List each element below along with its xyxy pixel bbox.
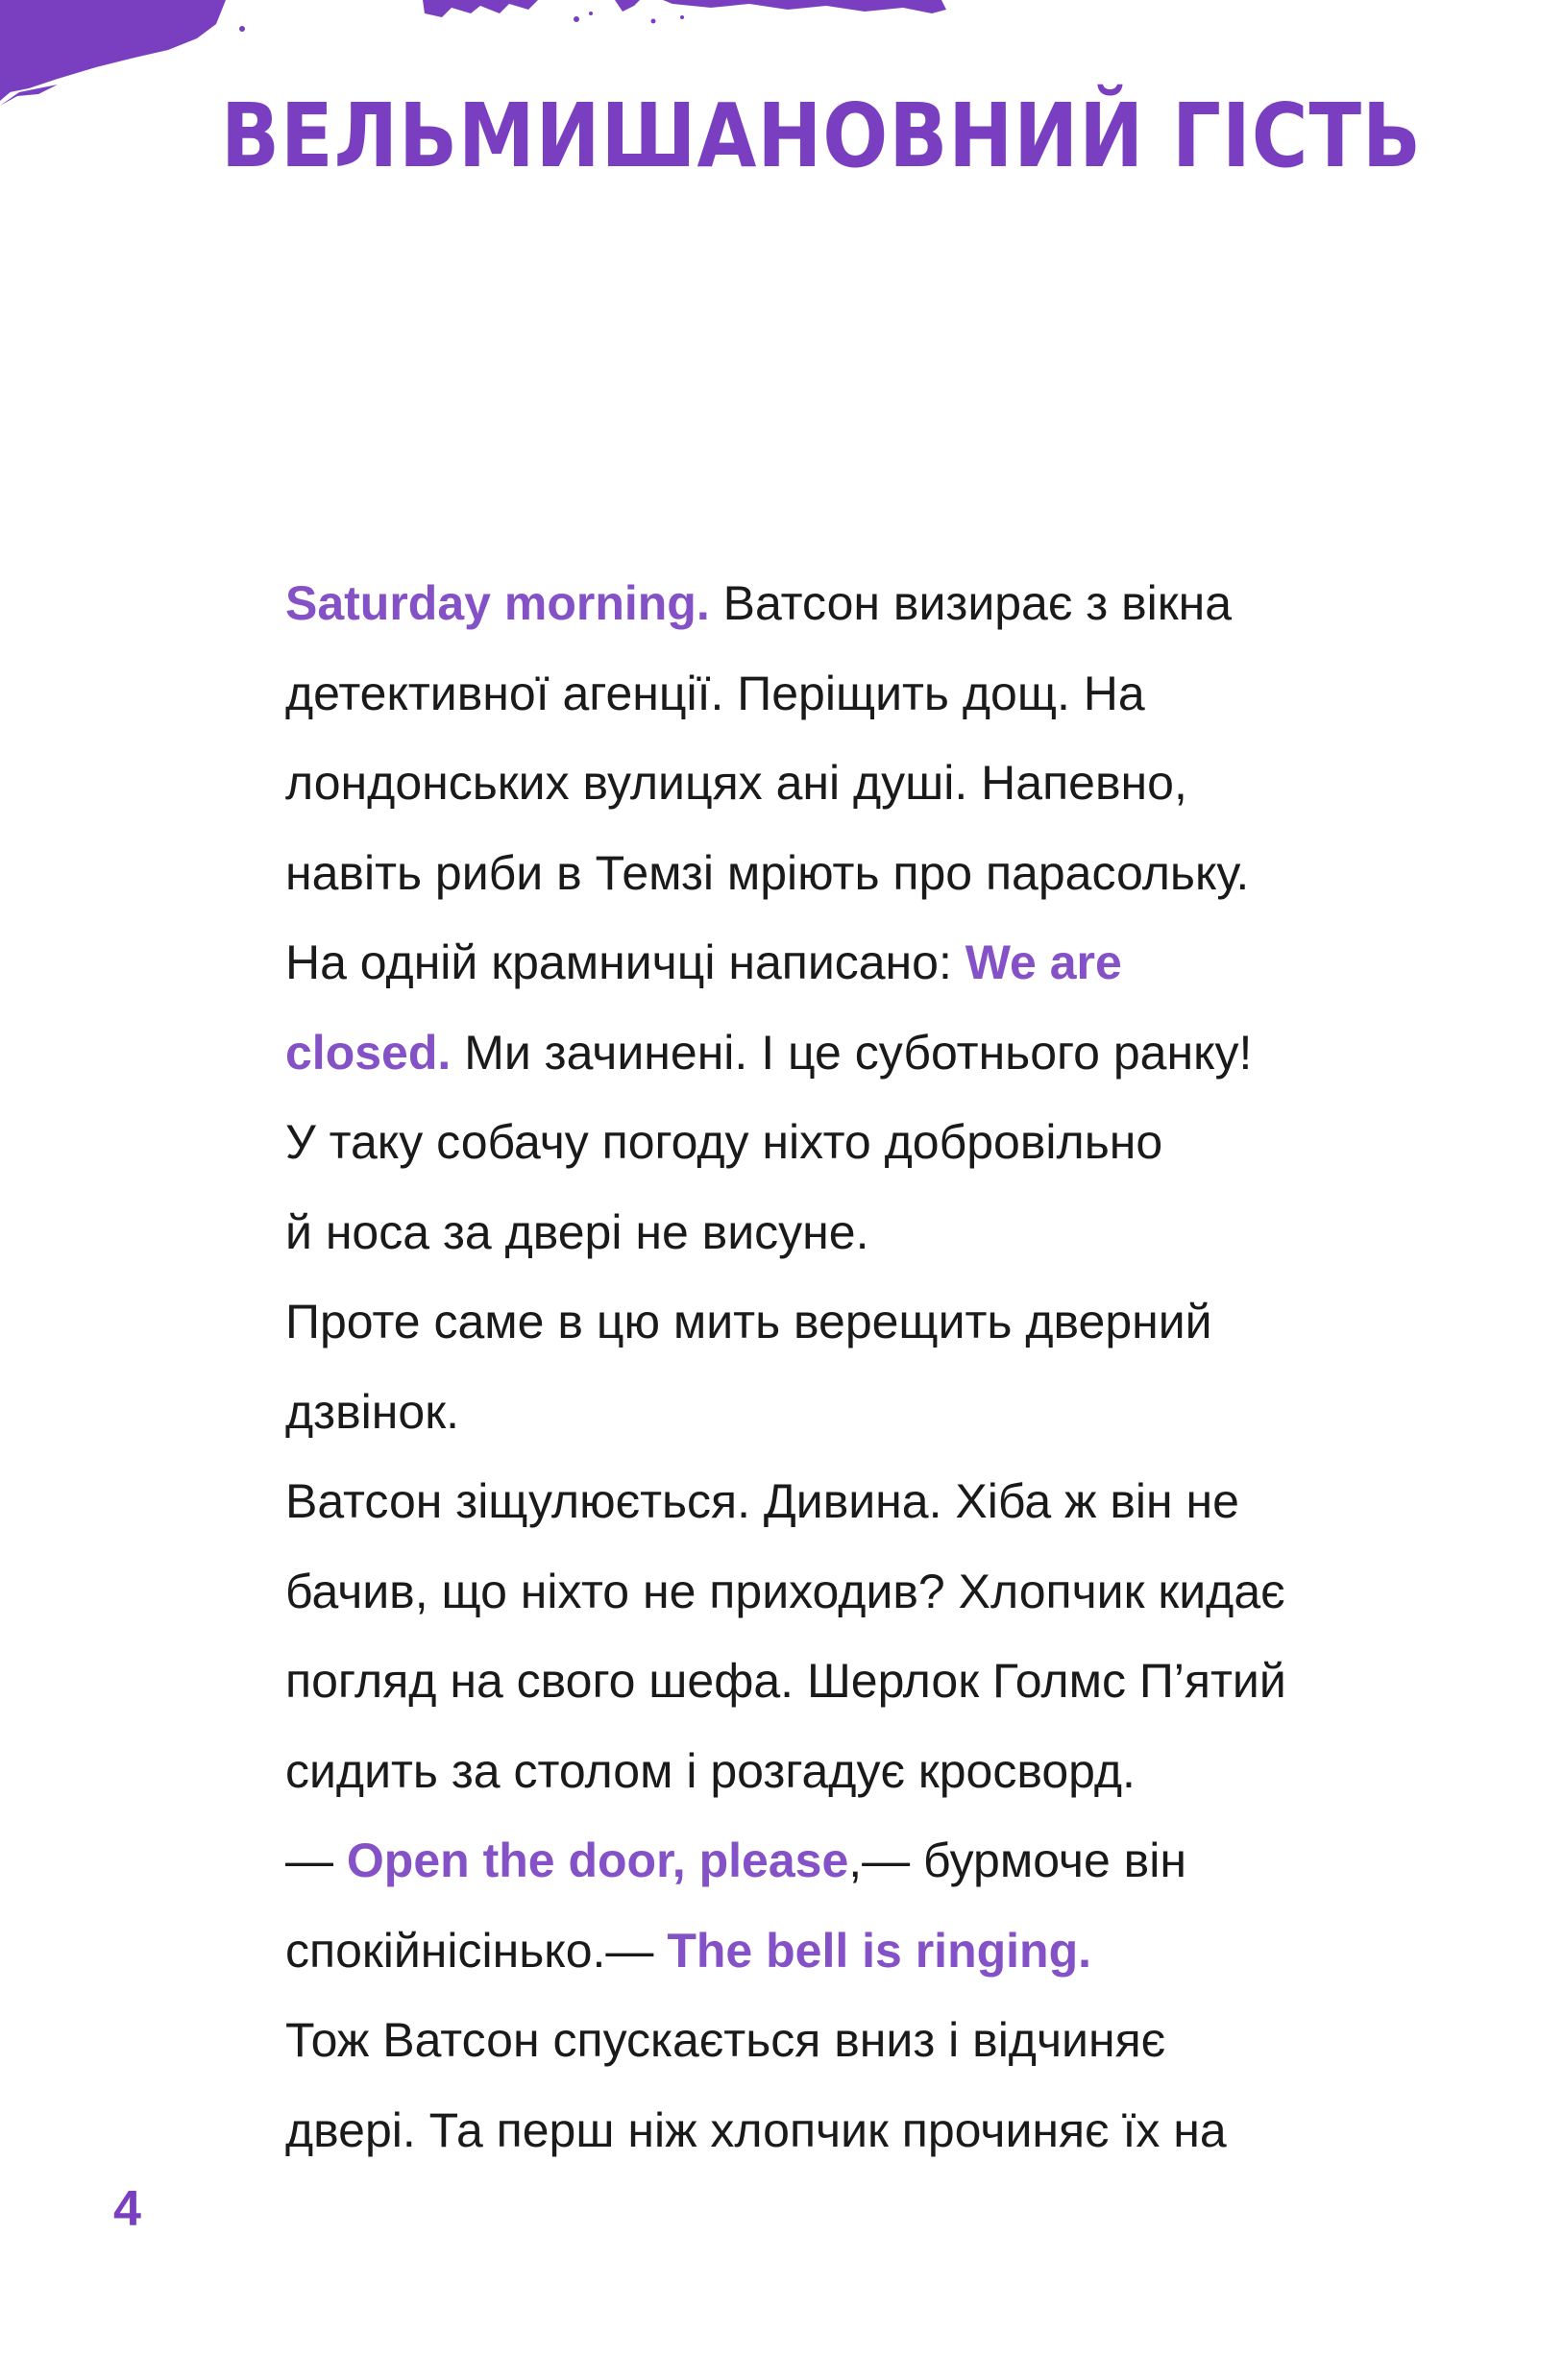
text-line: [285, 1547, 1467, 1638]
text-line: [285, 1457, 1467, 1547]
text-segment: Тож Ватсон спускається вниз і відчиняє: [285, 2013, 1166, 2067]
text-segment: спокійнісінько.—: [285, 1923, 668, 1978]
text-segment: Ватсон визирає з вікна: [709, 576, 1233, 630]
chapter-title: ВЕЛЬМИШАНОВНИЙ ГІСТЬ: [221, 85, 1422, 187]
text-line: [285, 1816, 1467, 1906]
text-line: [285, 1906, 1467, 1997]
english-phrase: closed.: [285, 1025, 452, 1080]
text-segment: сидить за столом і розгадує кросворд.: [285, 1743, 1136, 1798]
english-phrase: We are: [965, 935, 1122, 989]
text-segment: Ми зачинені. І це суботнього ранку!: [451, 1025, 1253, 1080]
text-segment: погляд на свого шефа. Шерлок Голмс П’ятий: [285, 1654, 1286, 1708]
text-segment: навіть риби в Темзі мріють про парасольку.: [285, 845, 1250, 900]
text-segment: —: [285, 1834, 347, 1887]
text-line: [285, 1098, 1467, 1188]
text-segment: На одній крамничці написано:: [285, 935, 965, 989]
text-segment: ,— бурмоче він: [848, 1834, 1186, 1887]
text-line: [285, 1277, 1467, 1368]
text-line: [285, 1637, 1467, 1727]
text-line: [285, 918, 1467, 1008]
text-segment: дзвінок.: [285, 1384, 459, 1439]
text-segment: детективної агенції. Періщить дощ. На: [285, 666, 1145, 720]
page-number: 4: [113, 2181, 141, 2237]
text-line: [285, 1727, 1467, 1817]
text-segment: лондонських вулицях ані душі. Напевно,: [285, 756, 1187, 810]
english-phrase: Open the door, please: [346, 1834, 849, 1887]
text-segment: Ватсон зіщулюється. Дивина. Хіба ж він не: [285, 1474, 1239, 1528]
english-phrase: The bell is ringing.: [667, 1923, 1092, 1978]
text-line: [285, 649, 1467, 740]
text-line: [285, 1996, 1467, 2086]
text-line: [285, 2086, 1467, 2176]
text-line: [285, 1008, 1467, 1099]
text-segment: У таку собачу погоду ніхто добровільно: [285, 1115, 1163, 1169]
text-line: [285, 739, 1467, 829]
text-segment: Проте саме в цю мить верещить дверний: [285, 1295, 1212, 1348]
text-line: [285, 1188, 1467, 1278]
body-text: [285, 559, 1467, 2175]
text-segment: й носа за двері не висуне.: [285, 1204, 869, 1259]
text-segment: двері. Та перш ніж хлопчик прочиняє їх на: [285, 2102, 1227, 2157]
english-phrase: Saturday morning.: [285, 576, 710, 630]
text-line: [285, 829, 1467, 919]
text-segment: бачив, що ніхто не приходив? Хлопчик кидає: [285, 1564, 1285, 1618]
text-line: [285, 1368, 1467, 1458]
text-line: [285, 559, 1467, 649]
